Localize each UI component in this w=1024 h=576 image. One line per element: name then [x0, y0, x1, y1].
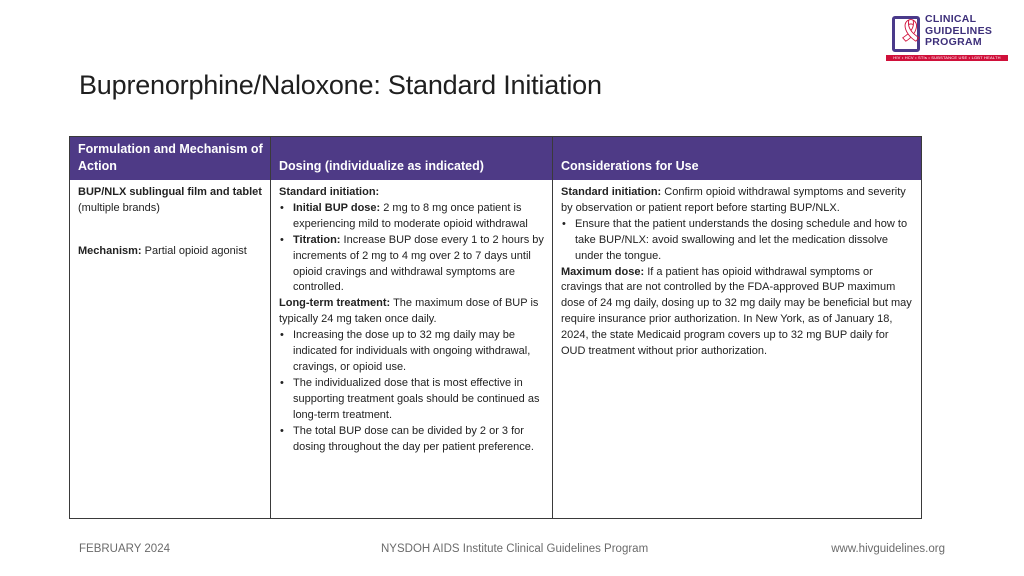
header-formulation: Formulation and Mechanism of Action	[78, 142, 263, 173]
page-title: Buprenorphine/Naloxone: Standard Initiation	[79, 70, 602, 100]
logo-text: CLINICAL GUIDELINES PROGRAM	[925, 13, 993, 48]
dosing-cell	[271, 180, 553, 455]
mechanism-value: Partial opioid agonist	[141, 244, 247, 257]
list-item	[279, 233, 545, 297]
considerations-standard-label: Standard initiation:	[561, 186, 662, 198]
titration-text: Increase BUP dose every 1 to 2 hours by increments of 2 mg to 4 mg over 2 to 7 days until opioid cravings and withdrawal symptoms are controlled.	[293, 233, 544, 294]
list-item: • Ensure that the patient understands the dosing schedule and how to take BUP/NLX: avoid swallowing and let the medication dissolve under the tongue.	[561, 217, 913, 265]
initial-dose-label: Initial BUP dose:	[293, 201, 381, 214]
considerations-cell	[553, 180, 921, 360]
footer-url: www.hivguidelines.org	[831, 543, 945, 555]
maximum-dose-text: If a patient has opioid withdrawal symptoms or cravings that are not controlled by the FDA-approved BUP maximum dose of 24 mg daily, dosing up to 32 mg daily may be beneficial but may require insurance prior authorization. In New York, as of January 18, 2024, the state Medicaid program covers up to 32 mg BUP daily for OUD treatment without prior authorization.	[561, 265, 912, 358]
list-item: • The individualized dose that is most effective in supporting treatment goals should be continued as long-term treatment.	[279, 376, 545, 424]
dosing-table	[69, 136, 922, 519]
footer-date: FEBRUARY 2024	[79, 543, 170, 555]
titration-label: Titration:	[293, 233, 341, 246]
list-item	[279, 201, 545, 233]
initial-dose-text: 2 mg to 8 mg once patient is experiencing mild to moderate opioid withdrawal	[293, 201, 528, 230]
long-term-text: The maximum dose of BUP is typically 24 mg taken once daily.	[279, 297, 539, 326]
formulation-cell	[70, 180, 271, 260]
footer-program: NYSDOH AIDS Institute Clinical Guidelines Program	[381, 543, 649, 555]
standard-initiation-label: Standard initiation:	[279, 186, 380, 198]
logo-tagline: HIV • HCV • STIs • SUBSTANCE USE • LGBT HEALTH	[886, 55, 1008, 61]
list-item: • Increasing the dose up to 32 mg daily may be indicated for individuals with ongoing withdrawal, cravings, or opioid use.	[279, 328, 545, 376]
mechanism-label: Mechanism:	[78, 244, 142, 257]
header-considerations: Considerations for Use	[561, 159, 699, 173]
product-brands: (multiple brands)	[78, 201, 160, 214]
table-header-row	[70, 137, 921, 180]
product-name: BUP/NLX sublingual film and tablet	[78, 186, 262, 198]
list-item: • The total BUP dose can be divided by 2 or 3 for dosing throughout the day per patient preference.	[279, 424, 545, 456]
considerations-standard-text: Confirm opioid withdrawal symptoms and severity by observation or patient report before starting BUP/NLX.	[561, 186, 906, 214]
long-term-label: Long-term treatment:	[279, 297, 391, 310]
clinical-guidelines-program-logo	[884, 12, 1008, 64]
maximum-dose-label: Maximum dose:	[561, 265, 645, 278]
ribbon-icon: 🎗︎	[897, 18, 925, 43]
header-dosing: Dosing (individualize as indicated)	[279, 159, 484, 173]
